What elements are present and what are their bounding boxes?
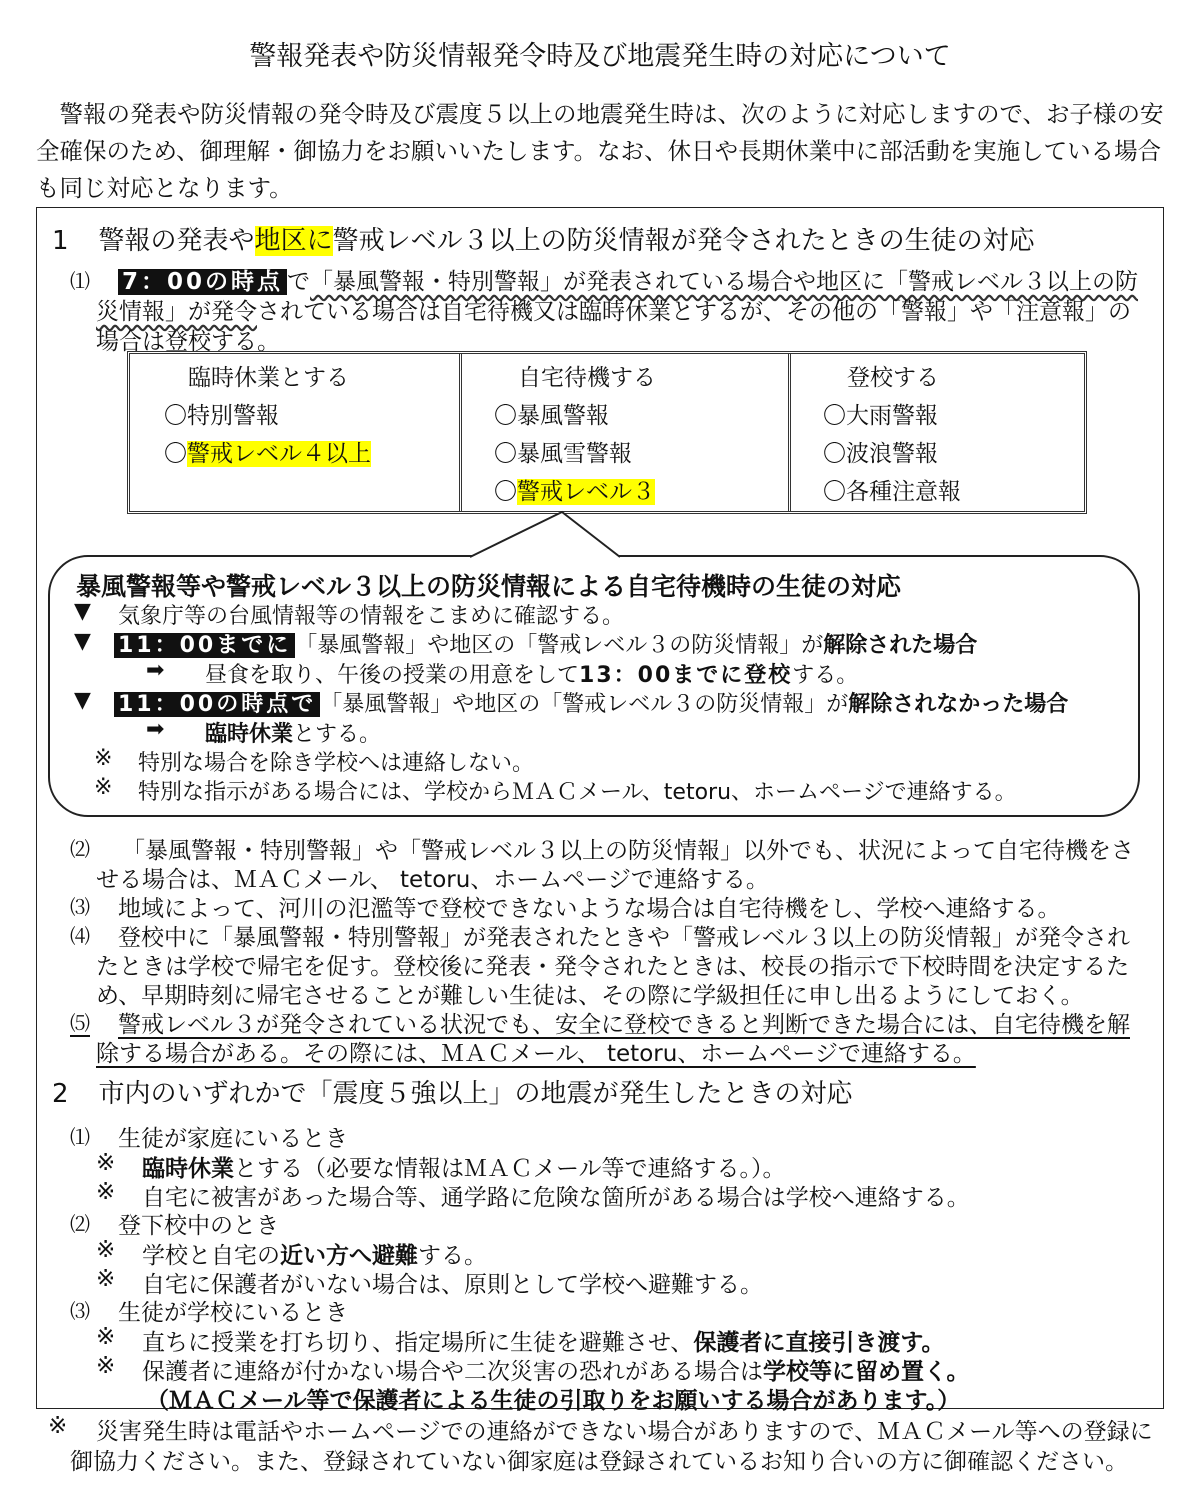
item3-line1: 地域によって、河川の氾濫等で登校できないような場合は自宅待機をし、学校へ連絡する。 [118,896,1061,922]
note-mark: ※ [96,1353,116,1379]
bubble-note-1: 特別な場合を除き学校へは連絡しない。 [138,751,535,776]
item1-line3: 場合は登校する。 [96,329,280,355]
section2-heading-text: 市内のいずれかで「震度５強以上」の地震が発生したときの対応 [98,1079,853,1109]
s2-number: ⑵ [70,1212,90,1236]
note-mark: ※ [96,1266,116,1292]
section1-number: 1 [52,226,69,256]
item2-line2: せる場合は、ＭＡＣメール、 tetoru、ホームページで連絡する。 [96,867,769,893]
item3-number: ⑶ [70,895,90,919]
bubble-bullet: ▼ [74,629,91,654]
item4-line1: 登校中に「暴風警報・特別警報」が発表されたときや「警戒レベル３以上の防災情報」が発令され [118,925,1130,951]
bubble-row-2-text: 「暴風警報」や地区の「警戒レベル３の防災情報」が [295,633,824,658]
item2-number: ⑵ [70,837,90,861]
col1-header: 臨時休業とする [188,365,349,391]
col3-item: 〇波浪警報 [823,441,938,467]
item1-number: ⑴ [70,269,90,293]
item5-line2: 除する場合がある。その際には、ＭＡＣメール、 tetoru、ホームページで連絡する。 [96,1041,976,1067]
bubble-row-2-badge: 11：00までに [114,633,295,658]
bubble-row-4-badge: 11：00の時点で [114,692,320,717]
bubble-note-2: 特別な指示がある場合には、学校からＭＡＣメール、tetoru、ホームページで連絡する。 [138,780,1017,805]
bubble-row-2 [114,628,977,659]
item1-line2-rest: されている場合は自宅待機又は臨時休業とするが、その他の「警報」や「注意報」の [257,299,1131,325]
footer-line1: 災害発生時は電話やホームページでの連絡ができない場合がありますので、ＭＡＣメール等への登録に [96,1419,1153,1445]
bubble-row-3-emphasis: 13：00までに登校 [579,663,793,688]
s3-number: ⑶ [70,1299,90,1323]
intro-paragraph: 警報の発表や防災情報の発令時及び震度５以上の地震発生時は、次のように対応しますので、お子様の安全確保のため、御理解・御協力をお願いいたします。なお、休日や長期休業中に部活動を実施している場合も同じ対応となります。 [36,100,1164,202]
section1-heading-pre: 警報の発表や [98,226,255,256]
col2-highlight-text: 警戒レベル３ [517,479,655,505]
s3-note-3: （ＭＡＣメール等で保護者による生徒の引取りをお願いする場合があります。） [146,1388,961,1414]
s3-note-2-text: 保護者に連絡が付かない場合や二次災害の恐れがある場合は [142,1359,763,1385]
item1-line1-wavy: 「暴風警報・特別警報」が発表されている場合や地区に「警戒レベル３以上の防 [310,269,1139,295]
page-title: 警報発表や防災情報発令時及び地震発生時の対応について [249,41,951,72]
bubble-row-5-suffix: とする。 [293,722,382,747]
col2-item: 〇暴風警報 [494,403,609,429]
s1-label: 生徒が家庭にいるとき [118,1126,348,1152]
s2-note-1-suffix: する。 [418,1243,487,1269]
bubble-row-3-suffix: する。 [792,663,859,688]
note-mark: ※ [96,1179,116,1205]
note-mark: ※ [96,1324,116,1350]
s3-note-1-text: 直ちに授業を打ち切り、指定場所に生徒を避難させ、 [142,1330,694,1356]
item5-line1: 警戒レベル３が発令されている状況でも、安全に登校できると判断できた場合には、自宅待機を解 [118,1012,1130,1038]
col3-item: 〇大雨警報 [823,403,938,429]
s3-note-1-emphasis: 保護者に直接引き渡す。 [693,1330,945,1356]
bubble-row-4 [114,687,1068,718]
s1-note-2: 自宅に被害があった場合等、通学路に危険な箇所がある場合は学校へ連絡する。 [142,1185,970,1211]
bubble-pointer [0,0,1200,600]
arrow-icon: ➡ [146,717,165,742]
note-mark: ※ [96,1150,116,1176]
s2-note-1-text: 学校と自宅の [142,1243,280,1269]
bubble-bullet: ▼ [74,688,91,713]
bubble-bullet: ▼ [74,599,91,624]
item2-line1: 「暴風警報・特別警報」や「警戒レベル３以上の防災情報」以外でも、状況によって自宅待機をさ [122,838,1134,864]
col2-item: 〇暴風雪警報 [494,441,632,467]
bubble-row-5-emphasis: 臨時休業 [205,722,294,747]
section2-heading [52,1073,853,1110]
item4-line3: め、早期時刻に帰宅させることが難しい生徒は、その際に学級担任に申し出るようにしておく。 [96,983,1084,1009]
col3-item: 〇各種注意報 [823,479,961,505]
s1-number: ⑴ [70,1125,90,1149]
col1-highlight-text: 警戒レベル４以上 [187,441,371,467]
col1-item-prefix: 〇 [164,441,187,467]
bubble-row-2-emphasis: 解除された場合 [823,633,978,658]
arrow-icon: ➡ [146,658,165,683]
section2-number: 2 [52,1079,69,1109]
item1-line2-wavy: 災情報」が発令 [96,299,257,325]
section1-heading-post: 警戒レベル３以上の防災情報が発令されたときの生徒の対応 [332,226,1035,256]
bubble-row-3-text: 昼食を取り、午後の授業の用意をして [205,663,580,688]
bubble-title: 暴風警報等や警戒レベル３以上の防災情報による自宅待機時の生徒の対応 [76,572,902,601]
col1-item: 〇特別警報 [164,403,279,429]
note-mark: ※ [94,746,113,771]
s2-note-1-emphasis: 近い方へ避難 [280,1243,418,1269]
bubble-row-4-text: 「暴風警報」や地区の「警戒レベル３の防災情報」が [320,692,849,717]
s3-label: 生徒が学校にいるとき [118,1300,348,1326]
s1-note-1-text: とする（必要な情報はＭＡＣメール等で連絡する。）。 [234,1156,786,1182]
item1-line1-prefix: で [287,269,311,295]
footer-mark: ※ [48,1413,68,1439]
item1-time-badge: 7：00の時点 [118,269,287,295]
section1-heading-highlight: 地区に [254,226,333,256]
note-mark: ※ [96,1237,116,1263]
item5-number: ⑸ [70,1011,90,1035]
col2-item-prefix: 〇 [494,479,517,505]
s2-label: 登下校中のとき [118,1213,279,1239]
item4-line2: たときは学校で帰宅を促す。登校後に発表・発令されたときは、校長の指示で下校時間を決定するた [96,954,1130,980]
note-mark: ※ [94,775,113,800]
bubble-row-3 [205,658,858,689]
s1-note-1-emphasis: 臨時休業 [142,1156,234,1182]
item4-number: ⑷ [70,924,90,948]
col2-header: 自宅待機する [518,365,656,391]
bubble-row-5 [205,717,381,748]
footer-line2: 御協力ください。また、登録されていない御家庭は登録されているお知り合いの方に御確認ください。 [70,1449,1128,1475]
s2-note-2: 自宅に保護者がいない場合は、原則として学校へ避難する。 [142,1272,763,1298]
bubble-row-4-emphasis: 解除されなかった場合 [848,692,1069,717]
bubble-row-1: 気象庁等の台風情報等の情報をこまめに確認する。 [118,604,625,629]
s3-note-2-emphasis: 学校等に留め置く。 [763,1359,970,1385]
col3-header: 登校する [847,365,939,391]
